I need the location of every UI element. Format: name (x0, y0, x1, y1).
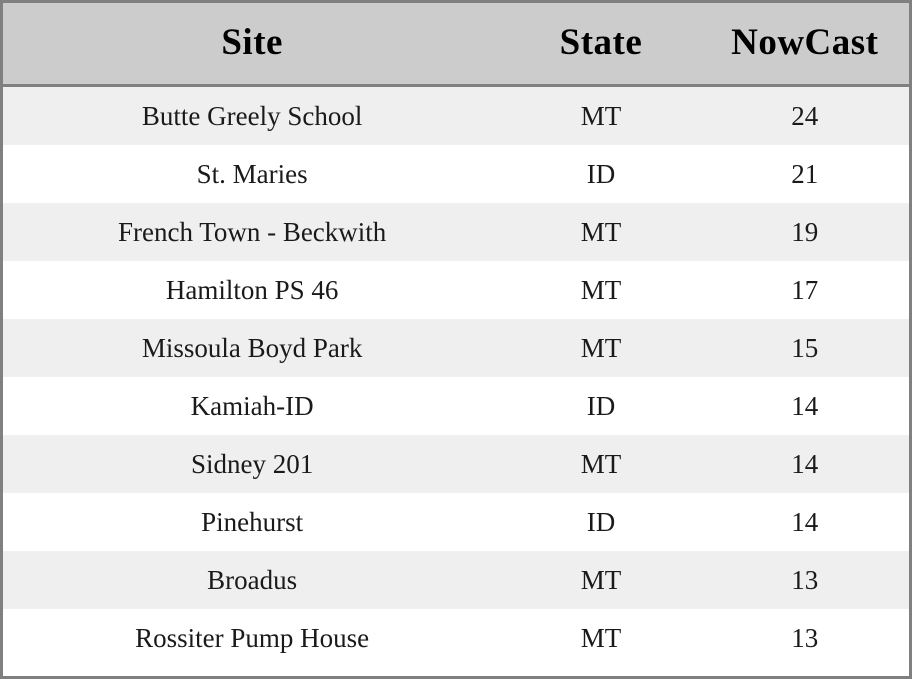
table-row (3, 609, 909, 667)
cell-state: ID (501, 377, 700, 435)
cell-state: ID (501, 493, 700, 551)
cell-site: Broadus (3, 551, 501, 609)
table-row (3, 377, 909, 435)
cell-state: MT (501, 319, 700, 377)
cell-nowcast: 17 (701, 261, 909, 319)
cell-nowcast: 14 (701, 435, 909, 493)
table-row (3, 493, 909, 551)
cell-state: MT (501, 261, 700, 319)
cell-state: MT (501, 203, 700, 261)
table-row (3, 145, 909, 203)
cell-state: MT (501, 86, 700, 146)
cell-site: Rossiter Pump House (3, 609, 501, 667)
header-row (3, 3, 909, 86)
cell-nowcast: 13 (701, 551, 909, 609)
cell-nowcast: 15 (701, 319, 909, 377)
cell-site: Pinehurst (3, 493, 501, 551)
cell-nowcast: 24 (701, 86, 909, 146)
table-row (3, 261, 909, 319)
cell-site: Missoula Boyd Park (3, 319, 501, 377)
cell-site: Hamilton PS 46 (3, 261, 501, 319)
cell-nowcast: 14 (701, 493, 909, 551)
table-row (3, 203, 909, 261)
cell-nowcast: 19 (701, 203, 909, 261)
column-header-nowcast: NowCast (701, 3, 909, 86)
table-row (3, 435, 909, 493)
cell-site: French Town - Beckwith (3, 203, 501, 261)
cell-state: MT (501, 435, 700, 493)
table-body (3, 86, 909, 668)
cell-site: Butte Greely School (3, 86, 501, 146)
cell-site: St. Maries (3, 145, 501, 203)
air-quality-table (3, 3, 909, 667)
cell-nowcast: 13 (701, 609, 909, 667)
table-header (3, 3, 909, 86)
column-header-site: Site (3, 3, 501, 86)
table-row (3, 319, 909, 377)
cell-state: MT (501, 551, 700, 609)
cell-site: Kamiah-ID (3, 377, 501, 435)
cell-nowcast: 14 (701, 377, 909, 435)
table-row (3, 551, 909, 609)
table-row (3, 86, 909, 146)
cell-state: MT (501, 609, 700, 667)
cell-state: ID (501, 145, 700, 203)
column-header-state: State (501, 3, 700, 86)
cell-site: Sidney 201 (3, 435, 501, 493)
cell-nowcast: 21 (701, 145, 909, 203)
